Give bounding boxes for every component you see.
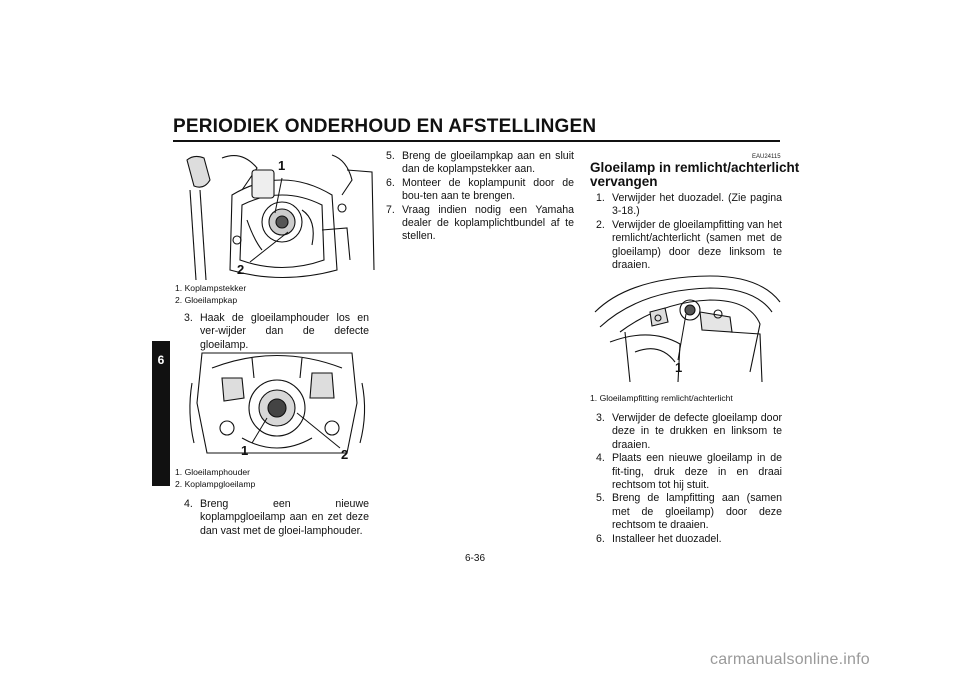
step-4: 4. Breng een nieuwe koplampgloeilamp aan en zet deze dan vast met de gloei-lamphouder.	[184, 498, 369, 537]
figure1-caption	[175, 282, 246, 306]
step-7: 7. Vraag indien nodig een Yamaha dealer de koplamplichtbundel af te stellen.	[386, 203, 574, 243]
figure3-caption	[590, 392, 733, 404]
section-step-5: 5. Breng de lampfitting aan (samen met de gloeilamp) door deze rechtsom te draaien.	[596, 492, 782, 532]
section-step-1: 1. Verwijder het duozadel. (Zie pagina 3-18.)	[596, 192, 782, 218]
figure3-callout-1: 1	[675, 360, 683, 375]
step-6: 6. Monteer de koplampunit door de bou-ten aan te brengen.	[386, 176, 574, 203]
figure-bulb-holder	[182, 343, 372, 465]
middle-steps	[386, 150, 574, 244]
figure2-callout-1: 1	[241, 443, 249, 458]
figure-taillight-socket	[590, 272, 785, 386]
section-code: EAU24115	[752, 154, 781, 160]
watermark: carmanualsonline.info	[710, 651, 870, 668]
step-3: 3. Haak de gloeilamphouder los en ver-wijder dan de defecte gloeilamp.	[184, 312, 369, 351]
taillight-illustration	[590, 272, 785, 386]
figure1-callout-1: 1	[278, 158, 286, 173]
figure2-caption	[175, 466, 255, 490]
step-5: 5. Breng de gloeilampkap aan en sluit dan de koplampstekker aan.	[386, 150, 574, 176]
section-steps-b	[596, 412, 782, 546]
figure2-callout-2: 2	[341, 447, 349, 462]
caption-item: 2. Gloeilampkap	[175, 295, 238, 305]
caption-item: 2. Koplampgloeilamp	[175, 479, 256, 489]
caption-item: 1. Koplampstekker	[175, 283, 247, 293]
caption-item: 1. Gloeilamphouder	[175, 467, 251, 477]
page-number: 6-36	[465, 553, 486, 564]
chapter-tab-number: 6	[157, 353, 165, 367]
figure1-callout-2: 2	[237, 262, 245, 277]
page-title: PERIODIEK ONDERHOUD EN AFSTELLINGEN	[173, 116, 597, 137]
section-step-6: 6. Installeer het duozadel.	[596, 532, 722, 545]
caption-item: 1. Gloeilampfitting remlicht/achterlicht	[590, 393, 733, 403]
section-step-4: 4. Plaats een nieuwe gloeilamp in de fit-ting, druk deze in en draai rechtsom tot hij stuit.	[596, 452, 782, 492]
section-step-3: 3. Verwijder de defecte gloeilamp door deze in te drukken en linksom te draaien.	[596, 412, 782, 451]
title-rule	[173, 140, 780, 142]
section-title: Gloeilamp in remlicht/achterlicht vervangen	[590, 160, 800, 189]
section-steps-a	[596, 192, 782, 272]
figure-headlight-socket-cover	[182, 150, 382, 285]
section-step-2: 2. Verwijder de gloeilampfitting van het remlicht/achterlicht (samen met de gloeilamp) door deze linksom te draaien.	[596, 218, 782, 272]
